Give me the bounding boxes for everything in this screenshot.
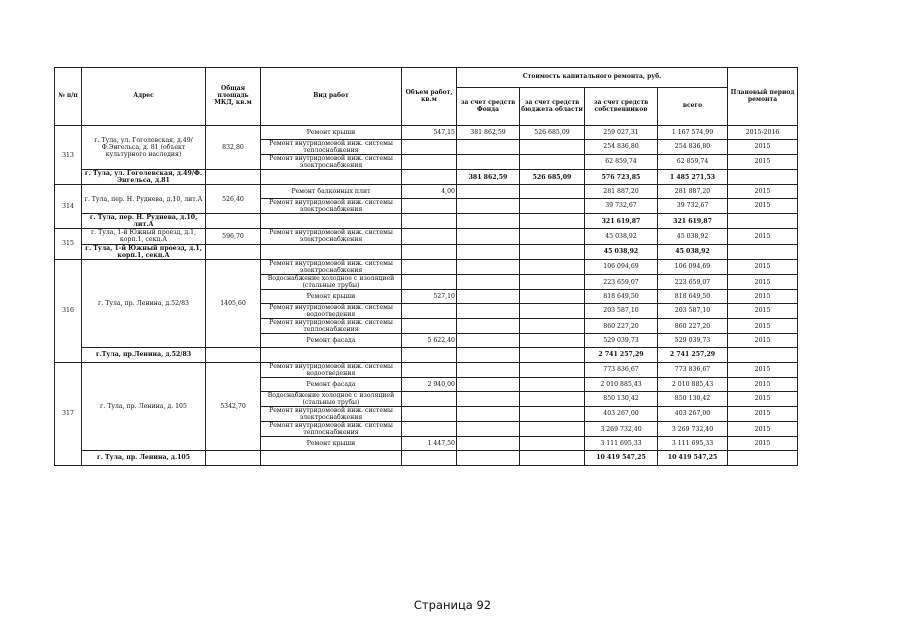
repair-period: 2015 (728, 334, 798, 348)
subtotal-total: 1 485 271,53 (658, 170, 728, 185)
cost-fund (457, 334, 520, 348)
cost-region (520, 437, 585, 451)
subtotal-owners: 45 038,92 (585, 244, 658, 259)
cost-fund (457, 198, 520, 213)
work-volume (402, 275, 457, 290)
subtotal-volume (402, 170, 457, 185)
cost-owners: 818 649,50 (585, 290, 658, 304)
subtotal-period (728, 347, 798, 362)
table-row (55, 362, 798, 377)
repair-period: 2015 (728, 362, 798, 377)
repair-period: 2015 (728, 437, 798, 451)
work-volume (402, 303, 457, 318)
cost-total: 403 267,00 (658, 406, 728, 421)
work-volume (402, 198, 457, 213)
cost-owners: 39 732,67 (585, 198, 658, 213)
repair-period: 2015 (728, 259, 798, 274)
subtotal-region: 526 685,09 (520, 170, 585, 185)
subtotal-volume (402, 244, 457, 259)
cost-total: 39 732,67 (658, 198, 728, 213)
work-type: Водоснабжение холодное с изоляцией (стальные трубы) (261, 275, 402, 290)
header-region: за счет средств бюджета области (520, 88, 585, 126)
cost-total: 281 887,20 (658, 185, 728, 199)
work-type: Ремонт внутридомовой инж. системы электроснабжения (261, 406, 402, 421)
row-area: 1405,60 (206, 259, 261, 347)
page-number: Страница 92 (413, 598, 492, 612)
repair-period: 2015 (728, 229, 798, 244)
header-num: № п/п (55, 68, 82, 126)
work-volume: 547,15 (402, 126, 457, 140)
cost-fund (457, 303, 520, 318)
cost-owners: 106 094,69 (585, 259, 658, 274)
cost-fund: 381 862,59 (457, 126, 520, 140)
work-type: Ремонт фасада (261, 334, 402, 348)
row-address: г. Тула, ул. Гоголевская, д.49/Ф.Энгельса, д. 81 (объект культурного наследия) (82, 126, 206, 170)
cost-region (520, 185, 585, 199)
cost-fund (457, 185, 520, 199)
cost-region (520, 229, 585, 244)
subtotal-region (520, 214, 585, 229)
subtotal-address: г. Тула, 1-й Южный проезд, д.1, корп.1, секц.А (82, 244, 206, 259)
subtotal-owners: 321 619,87 (585, 214, 658, 229)
cost-total: 818 649,50 (658, 290, 728, 304)
work-volume (402, 362, 457, 377)
work-type: Ремонт крыши (261, 437, 402, 451)
cost-region (520, 406, 585, 421)
repair-period: 2015 (728, 290, 798, 304)
row-area: 596,70 (206, 229, 261, 244)
cost-total: 850 130,42 (658, 391, 728, 406)
work-volume (402, 391, 457, 406)
subtotal-owners: 2 741 257,29 (585, 347, 658, 362)
work-type: Ремонт внутридомовой инж. системы теплоснабжения (261, 139, 402, 154)
cost-total: 203 587,10 (658, 303, 728, 318)
work-type: Ремонт внутридомовой инж. системы водоотведения (261, 303, 402, 318)
work-type: Ремонт крыши (261, 290, 402, 304)
work-volume (402, 259, 457, 274)
header-period: Плановый период ремонта (728, 68, 798, 126)
repair-period: 2015 (728, 391, 798, 406)
work-volume (402, 422, 457, 437)
subtotal-fund (457, 214, 520, 229)
row-area: 5342,70 (206, 362, 261, 450)
subtotal-area (206, 170, 261, 185)
subtotal-period (728, 214, 798, 229)
cost-owners: 3 111 695,33 (585, 437, 658, 451)
repair-period: 2015 (728, 319, 798, 334)
work-type: Ремонт внутридомовой инж. системы теплоснабжения (261, 422, 402, 437)
subtotal-period (728, 450, 798, 465)
row-area: 832,80 (206, 126, 261, 170)
subtotal-address: г. Тула, пер. Н. Руднева, д.10, лит.А (82, 214, 206, 229)
row-number: 315 (55, 229, 82, 260)
header-area: Общая площадь МКД, кв.м (206, 68, 261, 126)
row-number: 317 (55, 362, 82, 465)
subtotal-address: г. Тула, пр. Ленина, д.105 (82, 450, 206, 465)
work-volume: 2 940,00 (402, 378, 457, 392)
work-type: Ремонт внутридомовой инж. системы водоотведения (261, 362, 402, 377)
subtotal-volume (402, 214, 457, 229)
cost-region (520, 303, 585, 318)
subtotal-fund (457, 347, 520, 362)
cost-region (520, 362, 585, 377)
cost-region (520, 290, 585, 304)
subtotal-address: г. Тула, ул. Гоголевская, д.49/Ф. Энгельса, д.81 (82, 170, 206, 185)
row-number: 313 (55, 126, 82, 185)
cost-total: 3 269 732,40 (658, 422, 728, 437)
work-type: Ремонт крыши (261, 126, 402, 140)
subtotal-row (55, 347, 798, 362)
cost-fund (457, 391, 520, 406)
subtotal-volume (402, 347, 457, 362)
cost-region (520, 198, 585, 213)
work-type: Ремонт фасада (261, 378, 402, 392)
work-type: Ремонт внутридомовой инж. системы электроснабжения (261, 198, 402, 213)
subtotal-region (520, 244, 585, 259)
table-body (55, 126, 798, 466)
header-address: Адрес (82, 68, 206, 126)
cost-region (520, 259, 585, 274)
cost-region (520, 391, 585, 406)
repair-period: 2015 (728, 275, 798, 290)
work-type: Ремонт балконных плит (261, 185, 402, 199)
cost-region (520, 275, 585, 290)
subtotal-region (520, 347, 585, 362)
work-volume (402, 229, 457, 244)
cost-owners: 223 659,07 (585, 275, 658, 290)
cost-total: 2 010 885,43 (658, 378, 728, 392)
work-type: Ремонт внутридомовой инж. системы электроснабжения (261, 259, 402, 274)
subtotal-area (206, 244, 261, 259)
subtotal-owners: 576 723,85 (585, 170, 658, 185)
table-row (55, 185, 798, 199)
subtotal-row (55, 214, 798, 229)
cost-owners: 259 027,31 (585, 126, 658, 140)
cost-total: 3 111 695,33 (658, 437, 728, 451)
cost-total: 860 227,20 (658, 319, 728, 334)
subtotal-region (520, 450, 585, 465)
cost-owners: 850 130,42 (585, 391, 658, 406)
cost-fund (457, 319, 520, 334)
table-row (55, 259, 798, 274)
cost-region (520, 139, 585, 154)
cost-owners: 281 887,20 (585, 185, 658, 199)
header-cost-group: Стоимость капитального ремонта, руб. (457, 68, 728, 88)
subtotal-period (728, 170, 798, 185)
work-volume (402, 319, 457, 334)
repair-period: 2015 (728, 198, 798, 213)
cost-total: 62 859,74 (658, 154, 728, 169)
subtotal-row (55, 170, 798, 185)
subtotal-row (55, 450, 798, 465)
cost-total: 529 039,73 (658, 334, 728, 348)
subtotal-row (55, 244, 798, 259)
work-type: Ремонт внутридомовой инж. системы электроснабжения (261, 229, 402, 244)
repair-period: 2015 (728, 406, 798, 421)
row-address: г. Тула, 1-й Южный проезд, д.1, корп.1, секц.А (82, 229, 206, 244)
repair-period: 2015 (728, 303, 798, 318)
cost-total: 1 167 574,99 (658, 126, 728, 140)
cost-region (520, 378, 585, 392)
work-volume (402, 406, 457, 421)
cost-fund (457, 139, 520, 154)
work-type: Ремонт внутридомовой инж. системы теплоснабжения (261, 319, 402, 334)
work-volume: 5 622,40 (402, 334, 457, 348)
header-total: всего (658, 88, 728, 126)
cost-owners: 860 227,20 (585, 319, 658, 334)
cost-owners: 62 859,74 (585, 154, 658, 169)
header-owners: за счет средств собственников (585, 88, 658, 126)
work-volume: 4,00 (402, 185, 457, 199)
subtotal-address: г.Тула, пр.Ленина, д.52/83 (82, 347, 206, 362)
cost-owners: 203 587,10 (585, 303, 658, 318)
row-address: г. Тула, пер. Н. Руднева, д.10, лит.А (82, 185, 206, 214)
subtotal-fund: 381 862,59 (457, 170, 520, 185)
cost-owners: 773 836,67 (585, 362, 658, 377)
repair-period: 2015 (728, 139, 798, 154)
cost-fund (457, 437, 520, 451)
subtotal-total: 2 741 257,29 (658, 347, 728, 362)
table-row (55, 229, 798, 244)
row-address: г. Тула, пр. Ленина, д. 105 (82, 362, 206, 450)
cost-total: 223 659,07 (658, 275, 728, 290)
cost-region (520, 154, 585, 169)
cost-fund (457, 378, 520, 392)
row-number: 316 (55, 259, 82, 362)
subtotal-work-type (261, 347, 402, 362)
work-volume: 1 447,50 (402, 437, 457, 451)
subtotal-area (206, 214, 261, 229)
subtotal-area (206, 450, 261, 465)
cost-fund (457, 290, 520, 304)
repair-period: 2015 (728, 378, 798, 392)
subtotal-work-type (261, 244, 402, 259)
header-volume: Объем работ, кв.м (402, 68, 457, 126)
subtotal-area (206, 347, 261, 362)
subtotal-work-type (261, 170, 402, 185)
repair-period: 2015-2016 (728, 126, 798, 140)
work-volume: 527,10 (402, 290, 457, 304)
cost-total: 45 038,92 (658, 229, 728, 244)
subtotal-work-type (261, 450, 402, 465)
subtotal-total: 45 038,92 (658, 244, 728, 259)
repair-period: 2015 (728, 185, 798, 199)
cost-owners: 3 269 732,40 (585, 422, 658, 437)
cost-fund (457, 422, 520, 437)
cost-fund (457, 406, 520, 421)
work-type: Водоснабжение холодное с изоляцией (стальные трубы) (261, 391, 402, 406)
subtotal-fund (457, 244, 520, 259)
header-work-type: Вид работ (261, 68, 402, 126)
subtotal-period (728, 244, 798, 259)
table-header (55, 68, 798, 126)
cost-fund (457, 229, 520, 244)
work-type: Ремонт внутридомовой инж. системы электроснабжения (261, 154, 402, 169)
row-area: 526,40 (206, 185, 261, 214)
subtotal-volume (402, 450, 457, 465)
row-address: г. Тула, пр. Ленина, д.52/83 (82, 259, 206, 347)
cost-region: 526 685,09 (520, 126, 585, 140)
cost-owners: 254 836,80 (585, 139, 658, 154)
cost-region (520, 334, 585, 348)
subtotal-total: 321 619,87 (658, 214, 728, 229)
cost-total: 106 094,69 (658, 259, 728, 274)
repair-period: 2015 (728, 422, 798, 437)
table-row (55, 126, 798, 140)
work-volume (402, 139, 457, 154)
cost-region (520, 319, 585, 334)
cost-fund (457, 154, 520, 169)
work-volume (402, 154, 457, 169)
cost-fund (457, 275, 520, 290)
row-number: 314 (55, 185, 82, 229)
subtotal-work-type (261, 214, 402, 229)
cost-owners: 403 267,00 (585, 406, 658, 421)
repair-period: 2015 (728, 154, 798, 169)
cost-total: 773 836,67 (658, 362, 728, 377)
subtotal-total: 10 419 547,25 (658, 450, 728, 465)
subtotal-fund (457, 450, 520, 465)
cost-owners: 45 038,92 (585, 229, 658, 244)
cost-region (520, 422, 585, 437)
subtotal-owners: 10 419 547,25 (585, 450, 658, 465)
cost-owners: 529 039,73 (585, 334, 658, 348)
cost-total: 254 836,80 (658, 139, 728, 154)
capital-repair-table (54, 67, 798, 466)
cost-fund (457, 362, 520, 377)
cost-owners: 2 010 885,43 (585, 378, 658, 392)
cost-fund (457, 259, 520, 274)
header-fund: за счет средств Фонда (457, 88, 520, 126)
